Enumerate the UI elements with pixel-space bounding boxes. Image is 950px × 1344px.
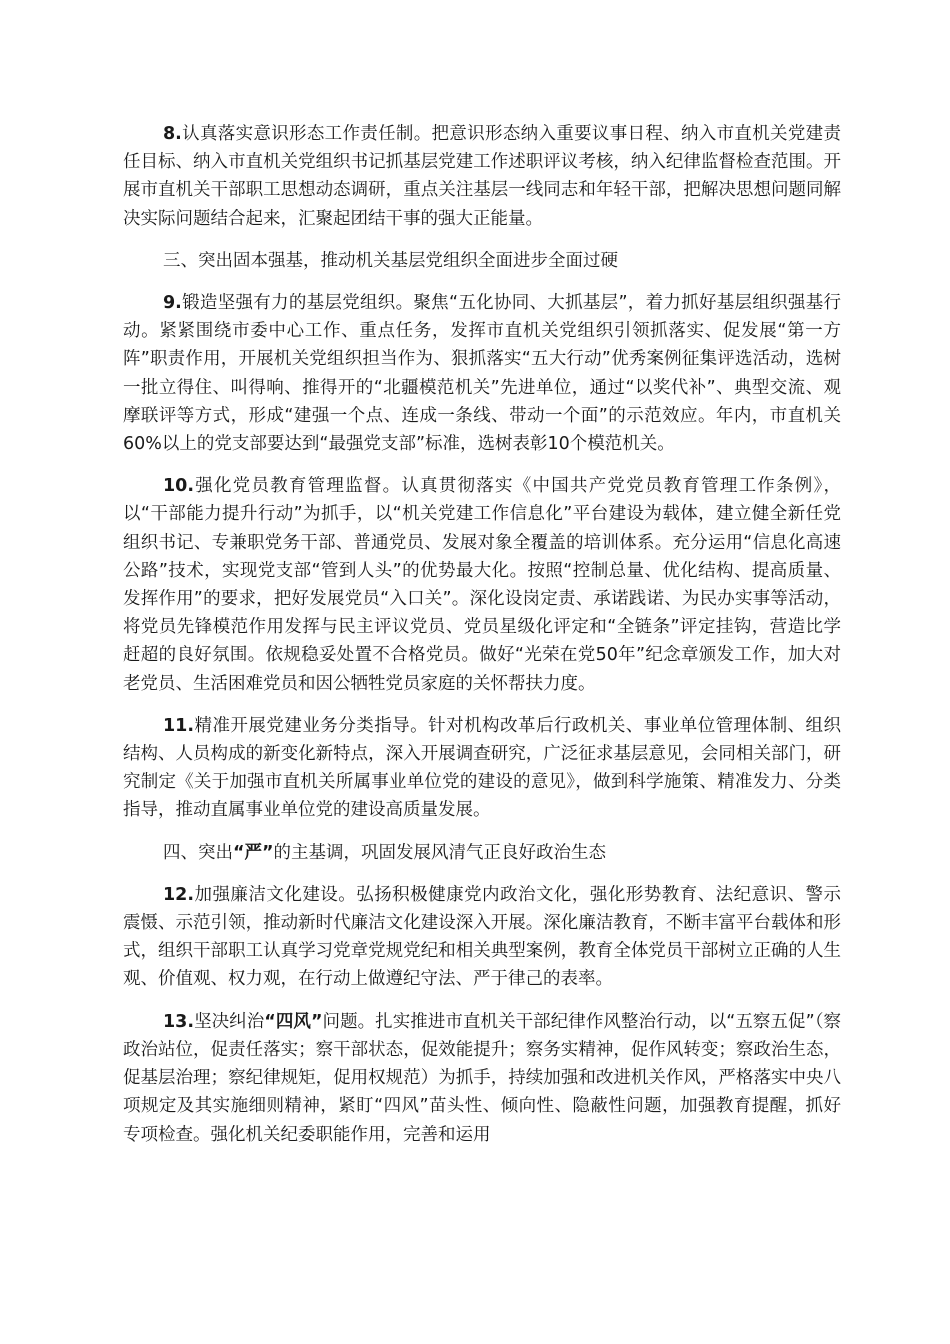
item-number: 11. [163, 715, 195, 736]
paragraph-13 [123, 1008, 841, 1149]
item-number: 8. [163, 124, 182, 144]
document-page [123, 120, 841, 1163]
item-number: 12. [163, 884, 195, 905]
heading-text-strong: “严” [233, 842, 274, 863]
section-heading-4 [123, 839, 841, 867]
paragraph-text: 强化党员教育管理监督。认真贯彻落实《中国共产党党员教育管理工作条例》，以“干部能力提升行动”为抓手，以“机关党建工作信息化”平台建设为载体，建立健全新任党组织书记、专兼职党务干部、普通党员、发展对象全覆盖的培训体系。充分运用“信息化高速公路”技术，实现党支部“管到人头”的优势最大化。按照“控制总量、优化结构、提高质量、发挥作用”的要求，把好发展党员“入口关”。深化设岗定责、承诺践诺、为民办实事等活动，将党员先锋模范作用发挥与民主评议党员、党员星级化评定和“全链条”评定挂钩，营造比学赶超的良好氛围。依规稳妥处置不合格党员。做好“光荣在党50年”纪念章颁发工作，加大对老党员、生活困难党员和因公牺牲党员家庭的关怀帮扶力度。 [123, 476, 841, 694]
heading-text: 三、突出固本强基，推动机关基层党组织全面进步全面过硬 [163, 250, 618, 271]
heading-text-pre: 四、突出 [163, 842, 233, 863]
paragraph-text: 精准开展党建业务分类指导。针对机构改革后行政机关、事业单位管理体制、组织结构、人员构成的新变化新特点，深入开展调查研究，广泛征求基层意见，会同相关部门，研究制定《关于加强市直机关所属事业单位党的建设的意见》，做到科学施策、精准发力、分类指导，推动直属事业单位党的建设高质量发展。 [123, 715, 841, 821]
paragraph-text-pre: 坚决纠治 [194, 1011, 265, 1032]
item-number: 9. [163, 293, 182, 314]
heading-text-post: 的主基调，巩固发展风清气正良好政治生态 [273, 842, 607, 863]
item-number: 13. [163, 1011, 195, 1032]
paragraph-10 [123, 472, 841, 698]
paragraph-text: 认真落实意识形态工作责任制。把意识形态纳入重要议事日程、纳入市直机关党建责任目标、纳入市直机关党组织书记抓基层党建工作述职评议考核，纳入纪律监督检查范围。开展市直机关干部职工思想动态调研，重点关注基层一线同志和年轻干部，把解决思想问题同解决实际问题结合起来，汇聚起团结干事的强大正能量。 [123, 124, 841, 229]
section-heading-3 [123, 247, 841, 275]
paragraph-text: 锻造坚强有力的基层党组织。聚焦“五化协同、大抓基层”，着力抓好基层组织强基行动。紧紧围绕市委中心工作、重点任务，发挥市直机关党组织引领抓落实、促发展“第一方阵”职责作用，开展机关党组织担当作为、狠抓落实“五大行动”优秀案例征集评选活动，选树一批立得住、叫得响、推得开的“北疆模范机关”先进单位，通过“以奖代补”、典型交流、观摩联评等方式，形成“建强一个点、连成一条线、带动一个面”的示范效应。年内，市直机关60%以上的党支部要达到“最强党支部”标准，选树表彰10个模范机关。 [123, 293, 841, 455]
item-number: 10. [163, 476, 195, 497]
paragraph-9 [123, 289, 841, 458]
paragraph-12 [123, 881, 841, 994]
paragraph-text-strong: “四风” [264, 1011, 323, 1032]
paragraph-text-post: 问题。扎实推进市直机关干部纪律作风整治行动，以“五察五促”（察政治站位，促责任落实；察干部状态，促效能提升；察务实精神，促作风转变；察政治生态，促基层治理；察纪律规矩，促用权规范）为抓手，持续加强和改进机关作风，严格落实中央八项规定及其实施细则精神，紧盯“四风”苗头性、倾向性、隐蔽性问题，加强教育提醒，抓好专项检查。强化机关纪委职能作用，完善和运用 [123, 1011, 842, 1145]
paragraph-8 [123, 120, 841, 233]
paragraph-11 [123, 712, 841, 825]
paragraph-text: 加强廉洁文化建设。弘扬积极健康党内政治文化，强化形势教育、法纪意识、警示震慑、示范引领，推动新时代廉洁文化建设深入开展。深化廉洁教育，不断丰富平台载体和形式，组织干部职工认真学习党章党规党纪和相关典型案例，教育全体党员干部树立正确的人生观、价值观、权力观，在行动上做遵纪守法、严于律己的表率。 [123, 884, 841, 990]
